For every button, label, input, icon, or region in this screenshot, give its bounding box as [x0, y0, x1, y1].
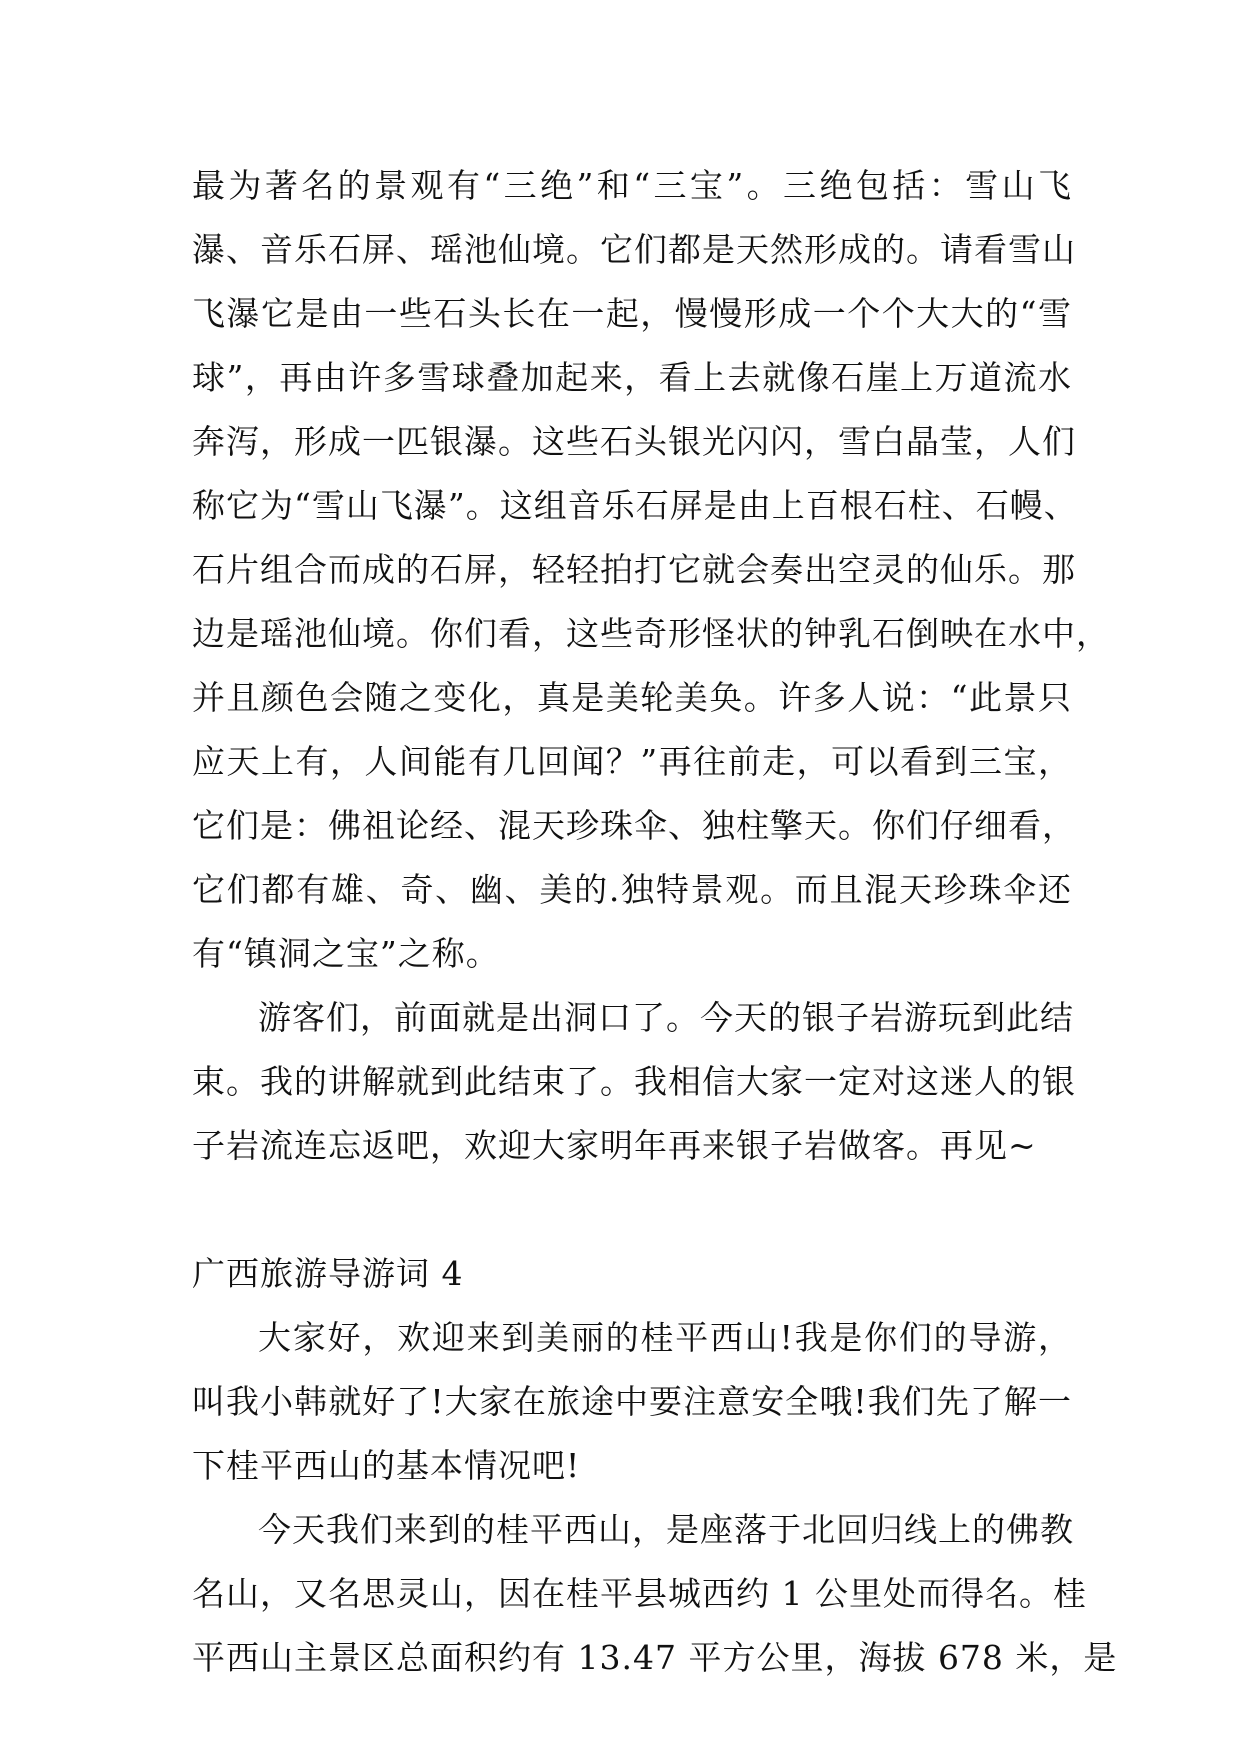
text-line: 称它为“雪山飞瀑”。这组音乐石屏是由上百根石柱、石幔、 — [192, 486, 1078, 525]
paragraph-farewell — [192, 986, 1076, 1178]
text-line: 下桂平西山的基本情况吧! — [192, 1446, 581, 1485]
paragraph-sanjue-sanbao — [192, 154, 1110, 986]
text-line: 瀑、音乐石屏、瑶池仙境。它们都是天然形成的。请看雪山 — [192, 230, 1076, 269]
text-line: 石片组合而成的石屏，轻轻拍打它就会奏出空灵的仙乐。那 — [192, 550, 1076, 589]
document-body — [192, 154, 1118, 1690]
text-line: 有“镇洞之宝”之称。 — [192, 934, 500, 973]
section-spacer — [192, 1178, 1072, 1242]
text-line: 名山，又名思灵山，因在桂平县城西约 1 公里处而得名。桂 — [192, 1574, 1087, 1613]
section-heading: 广西旅游导游词 4 — [192, 1254, 464, 1293]
text-line: 并且颜色会随之变化，真是美轮美奂。许多人说：“此景只 — [192, 678, 1072, 717]
text-line: 奔泻，形成一匹银瀑。这些石头银光闪闪，雪白晶莹，人们 — [192, 422, 1076, 461]
text-line: 应天上有，人间能有几回闻？”再往前走，可以看到三宝， — [192, 742, 1072, 781]
text-line: 平西山主景区总面积约有 13.47 平方公里，海拔 678 米，是 — [192, 1638, 1118, 1677]
text-line: 叫我小韩就好了!大家在旅途中要注意安全哦!我们先了解一 — [192, 1382, 1072, 1421]
text-line: 球”，再由许多雪球叠加起来，看上去就像石崖上万道流水 — [192, 358, 1072, 397]
text-line: 今天我们来到的桂平西山，是座落于北回归线上的佛教 — [258, 1510, 1074, 1549]
text-line: 束。我的讲解就到此结束了。我相信大家一定对这迷人的银 — [192, 1062, 1076, 1101]
paragraph-guiping-xishan — [192, 1498, 1118, 1690]
text-line: 它们都有雄、奇、幽、美的.独特景观。而且混天珍珠伞还 — [192, 870, 1072, 909]
text-line: 大家好，欢迎来到美丽的桂平西山!我是你们的导游， — [258, 1318, 1072, 1357]
paragraph-welcome — [192, 1306, 1072, 1498]
text-line: 最为著名的景观有“三绝”和“三宝”。三绝包括：雪山飞 — [192, 166, 1072, 205]
text-line: 它们是：佛祖论经、混天珍珠伞、独柱擎天。你们仔细看， — [192, 806, 1076, 845]
text-line: 边是瑶池仙境。你们看，这些奇形怪状的钟乳石倒映在水中， — [192, 614, 1110, 653]
text-line: 游客们，前面就是出洞口了。今天的银子岩游玩到此结 — [258, 998, 1074, 1037]
text-line: 子岩流连忘返吧，欢迎大家明年再来银子岩做客。再见~ — [192, 1126, 1037, 1165]
text-line: 飞瀑它是由一些石头长在一起，慢慢形成一个个大大的“雪 — [192, 294, 1072, 333]
